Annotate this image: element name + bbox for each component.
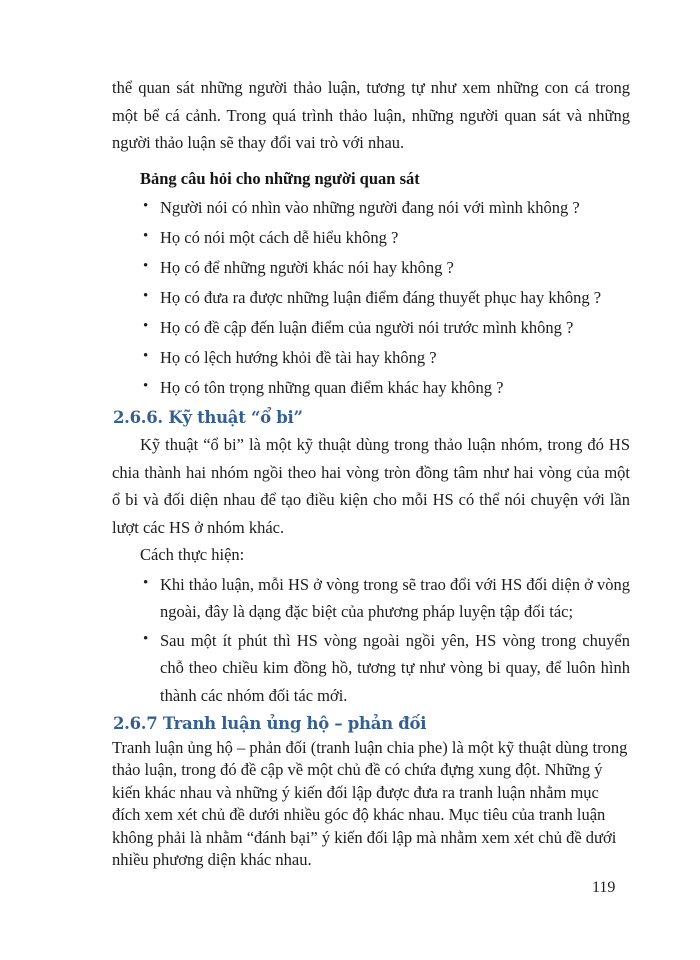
step-item [112, 627, 630, 710]
bullet-icon: • [143, 574, 149, 591]
step-text: Khi thảo luận, mỗi HS ở vòng trong sẽ trao đổi với HS đối diện ở vòng ngoài, đây là dạng đặc biệt của phương pháp luyện tập đối tác; [160, 574, 630, 621]
steps-list [112, 571, 630, 710]
bullet-icon: • [143, 630, 149, 647]
bullet-icon: • [143, 318, 149, 334]
question-item [112, 284, 630, 312]
question-item [112, 374, 630, 402]
section-heading-2-6-6: 2.6.6. Kỹ thuật “ổ bi” [113, 408, 303, 427]
question-item [112, 314, 630, 342]
bullet-icon: • [143, 348, 149, 364]
question-text: Họ có lệch hướng khỏi đề tài hay không ? [160, 348, 437, 367]
question-text: Người nói có nhìn vào những người đang nói với mình không ? [160, 198, 580, 217]
question-text: Họ có đề cập đến luận điểm của người nói trước mình không ? [160, 318, 574, 337]
bullet-icon: • [143, 198, 149, 214]
continuation-paragraph: thể quan sát những người thảo luận, tương tự như xem những con cá trong một bể cá cảnh. Trong quá trình thảo luận, những người quan sát và những người thảo luận sẽ thay đổi vai trò với nhau. [112, 78, 630, 152]
observer-questions-list [112, 194, 630, 402]
question-text: Họ có để những người khác nói hay không ? [160, 258, 454, 277]
bullet-icon: • [143, 228, 149, 244]
question-item [112, 254, 630, 282]
bullet-icon: • [143, 258, 149, 274]
question-item [112, 344, 630, 372]
steps-label: Cách thực hiện: [140, 545, 245, 564]
page-number: 119 [592, 879, 616, 896]
step-item [112, 571, 630, 626]
bullet-icon: • [143, 378, 149, 394]
question-text: Họ có đưa ra được những luận điểm đáng thuyết phục hay không ? [160, 288, 602, 307]
bullet-icon: • [143, 288, 149, 304]
question-item [112, 194, 630, 222]
question-text: Họ có tôn trọng những quan điểm khác hay không ? [160, 378, 504, 397]
observer-questions-heading: Bảng câu hỏi cho những người quan sát [140, 168, 420, 188]
question-item [112, 224, 630, 252]
section-2-6-7-body: Tranh luận ủng hộ – phản đối (tranh luận chia phe) là một kỹ thuật dùng trong thảo luận, trong đó đề cập về một chủ đề có chứa đựng xung đột. Những ý kiến khác nhau và những ý kiến đối lập được đưa ra tranh luận nhằm mục đích xem xét chủ đề dưới nhiều góc độ khác nhau. Mục tiêu của tranh luận không phải là nhằm “đánh bại” ý kiến đối lập mà nhằm xem xét chủ đề dưới nhiều phương diện khác nhau. [112, 738, 628, 870]
section-2-6-6-intro: Kỹ thuật “ổ bi” là một kỹ thuật dùng trong thảo luận nhóm, trong đó HS chia thành hai nhóm ngồi theo hai vòng tròn đồng tâm như hai vòng của một ổ bi và đối diện nhau để tạo điều kiện cho mỗi HS có thể nói chuyện với lần lượt các HS ở nhóm khác. [112, 435, 630, 537]
section-heading-2-6-7: 2.6.7 Tranh luận ủng hộ – phản đối [113, 714, 427, 733]
step-text: Sau một ít phút thì HS vòng ngoài ngồi yên, HS vòng trong chuyển chỗ theo chiều kim đồng hồ, tương tự như vòng bi quay, để luôn hình thành các nhóm đối tác mới. [160, 630, 630, 705]
question-text: Họ có nói một cách dễ hiểu không ? [160, 228, 399, 247]
